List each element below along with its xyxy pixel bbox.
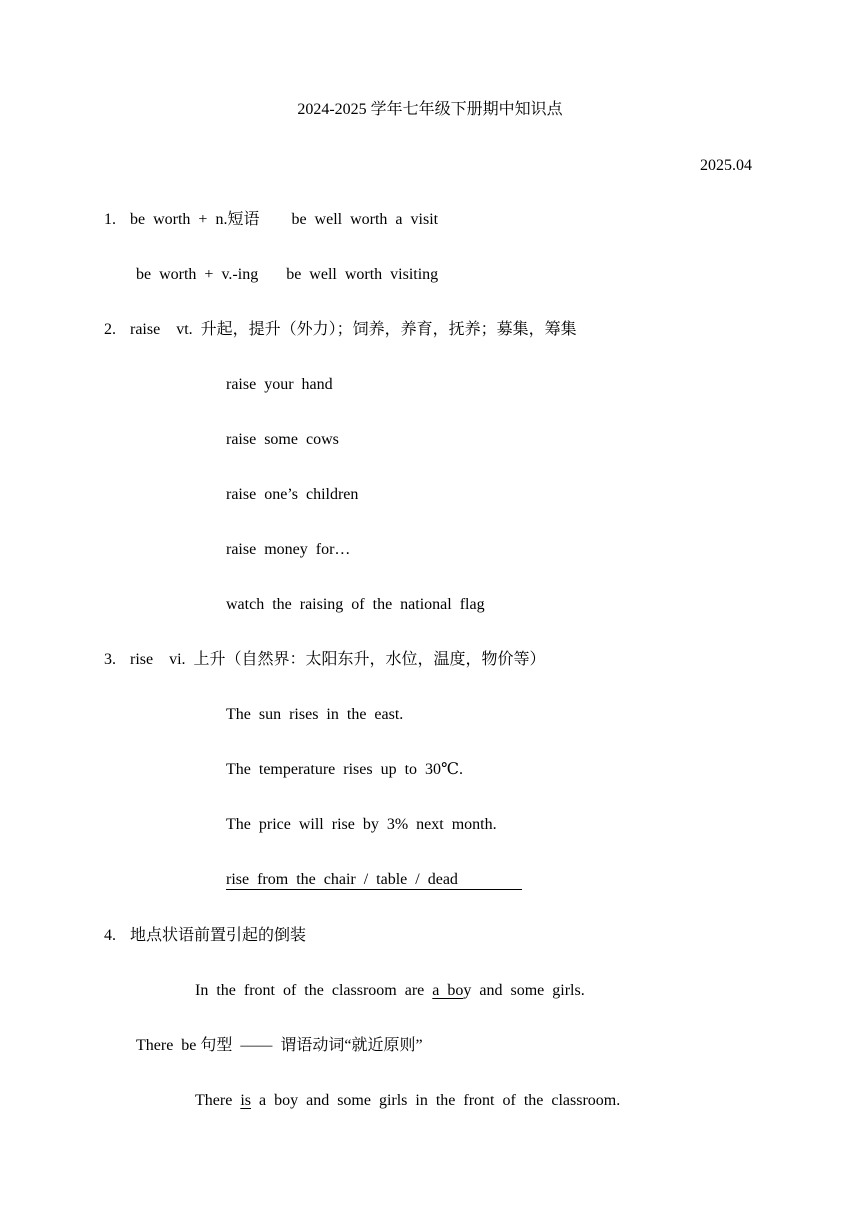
underlined-verb: is xyxy=(240,1092,251,1109)
item-2-example: raise one’s children xyxy=(226,486,359,503)
underlined-subject: a bo xyxy=(432,982,464,999)
document-date: 2025.04 xyxy=(700,157,752,174)
document-title: 2024-2025 学年七年级下册期中知识点 xyxy=(297,101,563,118)
item-3-number: 3. xyxy=(104,651,116,668)
item-4-example-1 xyxy=(195,981,585,1001)
example-text: There xyxy=(195,1092,241,1109)
item-4-heading: 地点状语前置引起的倒装 xyxy=(130,927,307,944)
item-2-example: raise money for… xyxy=(226,541,351,558)
item-1-line-2: be worth + v.-ing be well worth visiting xyxy=(136,266,439,283)
item-3-heading: rise vi. 上升（自然界：太阳东升，水位，温度，物价等） xyxy=(130,651,546,668)
example-text: a boy and some girls in the front of the classroom. xyxy=(250,1092,621,1109)
example-text: y and some girls. xyxy=(463,982,585,999)
item-2-example: raise your hand xyxy=(226,376,333,393)
item-3-example: The temperature rises up to 30℃. xyxy=(226,761,463,778)
item-1-line-1: be worth + n.短语 be well worth a visit xyxy=(130,211,439,228)
item-3-example: The sun rises in the east. xyxy=(226,706,404,723)
item-3-example-underlined: rise from the chair / table / dead xyxy=(226,871,458,888)
item-2-example: raise some cows xyxy=(226,431,339,448)
item-4-number: 4. xyxy=(104,927,116,944)
item-4-rule: There be 句型 —— 谓语动词“就近原则” xyxy=(136,1037,423,1054)
item-2-example: watch the raising of the national flag xyxy=(226,596,485,613)
item-1-number: 1. xyxy=(104,211,116,228)
item-3-example: The price will rise by 3% next month. xyxy=(226,816,497,833)
example-text: In the front of the classroom are xyxy=(195,982,433,999)
item-4-example-2 xyxy=(195,1091,620,1111)
underline-rule xyxy=(226,889,522,890)
item-2-heading: raise vt. 升起，提升（外力）；饲养，养育，抚养；募集，筹集 xyxy=(130,321,577,338)
item-2-number: 2. xyxy=(104,321,116,338)
